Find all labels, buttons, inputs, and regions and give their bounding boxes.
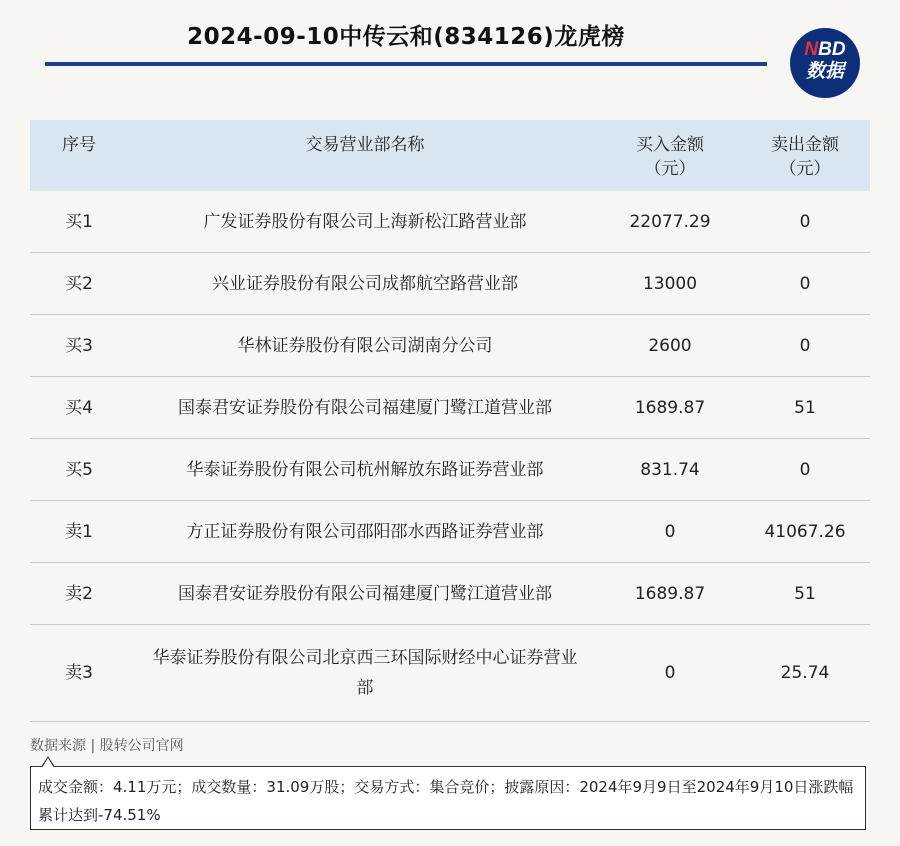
column-header-buy: 买入金额 （元） [636,135,704,179]
cell-branch: 华泰证券股份有限公司北京西三环国际财经中心证券营业部 [152,648,578,698]
table-row [30,501,870,563]
nbd-data-logo [790,28,860,98]
cell-sell: 0 [799,273,811,294]
cell-buy: 0 [664,521,676,542]
page-title: 2024-09-10中传云和(834126)龙虎榜 [187,24,625,50]
cell-buy: 13000 [642,273,698,294]
cell-sell: 25.74 [780,663,830,683]
cell-sell: 51 [794,397,816,418]
cell-branch: 华泰证券股份有限公司杭州解放东路证券营业部 [186,459,544,480]
cell-rank: 买2 [65,273,93,294]
cell-branch: 方正证券股份有限公司邵阳邵水西路证券营业部 [186,521,544,542]
logo-letter-n: N [804,39,819,60]
column-header-branch: 交易营业部名称 [305,135,425,155]
cell-branch: 兴业证券股份有限公司成都航空路营业部 [212,273,518,294]
table-row [30,563,870,625]
table-row [30,439,870,501]
cell-branch: 华林证券股份有限公司湖南分公司 [237,335,493,356]
cell-rank: 买5 [65,459,93,480]
table-row [30,191,870,253]
cell-branch: 广发证券股份有限公司上海新松江路营业部 [203,211,527,232]
cell-branch: 国泰君安证券股份有限公司福建厦门鹭江道营业部 [178,397,552,418]
logo-letters-bd: BD [818,39,846,60]
cell-sell: 0 [799,211,811,232]
table-row [30,315,870,377]
table-row [30,253,870,315]
logo-subtitle: 数据 [805,60,844,82]
cell-sell: 0 [799,335,811,356]
cell-sell: 41067.26 [764,521,846,542]
cell-rank: 卖1 [65,521,93,542]
cell-rank: 买4 [65,397,93,418]
table-header [30,120,870,191]
cell-rank: 买3 [65,335,93,356]
cell-buy: 2600 [648,335,692,356]
cell-rank: 卖3 [65,663,93,683]
data-source: 数据来源 | 股转公司官网 [30,738,184,754]
column-header-sell: 卖出金额 （元） [771,135,839,179]
cell-buy: 831.74 [640,459,700,480]
cell-rank: 买1 [65,211,93,232]
table-row [30,625,870,722]
table-row [30,377,870,439]
logo-wordmark [790,40,860,60]
cell-sell: 51 [794,583,816,604]
cell-branch: 国泰君安证券股份有限公司福建厦门鹭江道营业部 [178,583,552,604]
cell-buy: 1689.87 [634,583,706,604]
note-pointer-fill [42,758,54,768]
column-header-rank: 序号 [62,135,96,155]
cell-sell: 0 [799,459,811,480]
cell-buy: 0 [664,663,676,683]
cell-buy: 1689.87 [634,397,706,418]
dragon-tiger-table [30,120,870,722]
title-underline [45,62,767,66]
cell-rank: 卖2 [65,583,93,604]
cell-buy: 22077.29 [629,211,711,232]
trade-summary-note: 成交金额：4.11万元；成交数量：31.09万股；交易方式：集合竞价；披露原因：2024年9月9日至2024年9月10日涨跌幅累计达到-74.51% [30,766,866,830]
